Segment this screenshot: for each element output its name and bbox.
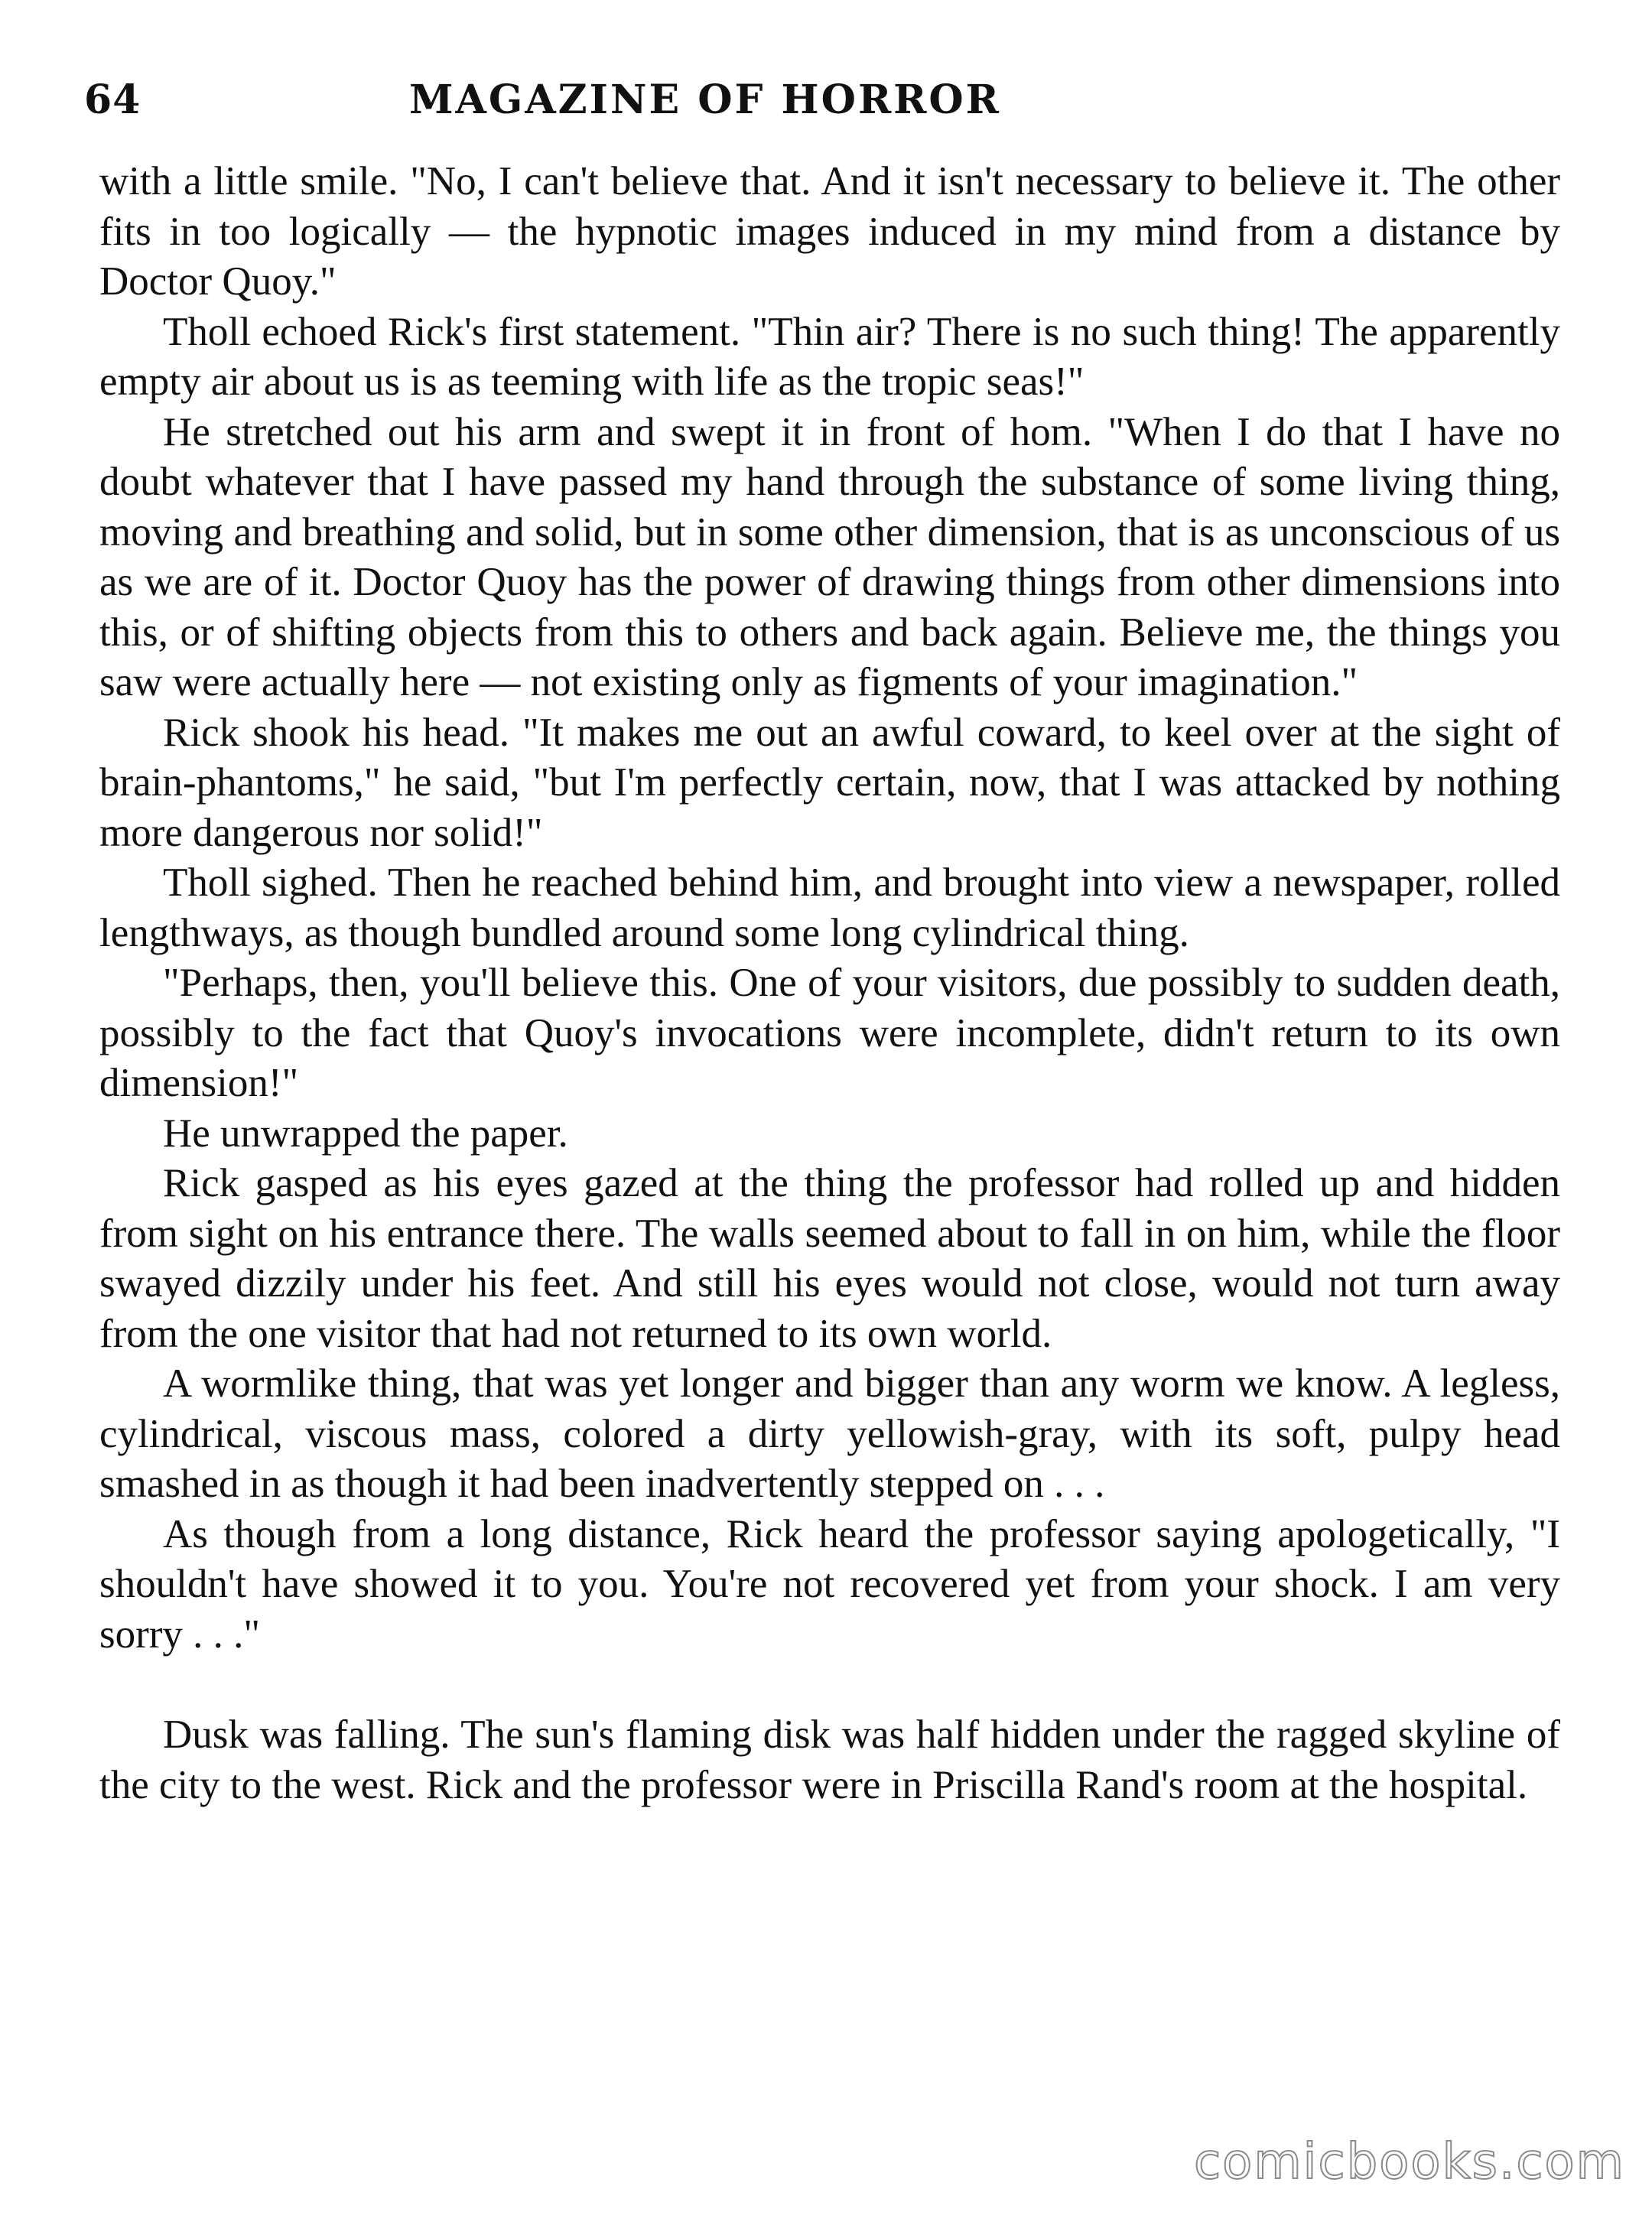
paragraph: He unwrapped the paper. [163,1111,568,1156]
paragraph: with a little smile. "No, I can't believe that. And it isn't necessary to believe it. The other fits in too logically — the hypnotic images induced in my mind from a distance by Doctor Quoy." [99,159,1560,304]
watermark: comicbooks.com [1193,2134,1625,2190]
paragraph: He stretched out his arm and swept it in front of hom. "When I do that I have no doubt whatever that I have passed my hand through the substance of some living thing, moving and breathing and solid, but in some other dimension, that is as unconscious of us as we are of it. Doctor Quoy has the power of drawing things from other dimensions into this, or of shifting objects from this to others and back again. Believe me, the things you saw were actually here — not existing only as figments of your imagination." [99,409,1560,704]
paragraph: "Perhaps, then, you'll believe this. One of your visitors, due possibly to sudden death, possibly to the fact that Quoy's invocations were incomplete, didn't return to its own dimension!" [99,961,1560,1105]
paragraph: Dusk was falling. The sun's flaming disk was half hidden under the ragged skyline of the city to the west. Rick and the professor were in Priscilla Rand's room at the hospital. [99,1712,1560,1807]
paragraph: As though from a long distance, Rick heard the professor saying apologetically, "I shouldn't have showed it to you. You're not recovered yet from your shock. I am very sorry . . ." [99,1511,1560,1657]
paragraph: A wormlike thing, that was yet longer and bigger than any worm we know. A legless, cylindrical, viscous mass, colored a dirty yellowish-gray, with its soft, pulpy head smashed in as though it had been inadvertently stepped on . . . [99,1361,1560,1506]
page-number: 64 [84,76,141,123]
story-text [99,157,1560,1810]
paragraph: Tholl sighed. Then he reached behind him, and brought into view a newspaper, rolled lengthways, as though bundled around some long cylindrical thing. [99,860,1560,955]
running-title: MAGAZINE OF HORROR [409,76,1001,123]
paragraph: Tholl echoed Rick's first statement. "Thin air? There is no such thing! The apparently empty air about us is as teeming with life as the tropic seas!" [99,309,1560,404]
page-header [84,76,1583,138]
paragraph: Rick gasped as his eyes gazed at the thing the professor had rolled up and hidden from sight on his entrance there. The walls seemed about to fall in on him, while the floor swayed dizzily under his feet. And still his eyes would not close, would not turn away from the one visitor that had not returned to its own world. [99,1161,1560,1356]
paragraph: Rick shook his head. "It makes me out an awful coward, to keel over at the sight of brain-phantoms," he said, "but I'm perfectly certain, now, that I was attacked by nothing more dangerous nor solid!" [99,710,1560,855]
